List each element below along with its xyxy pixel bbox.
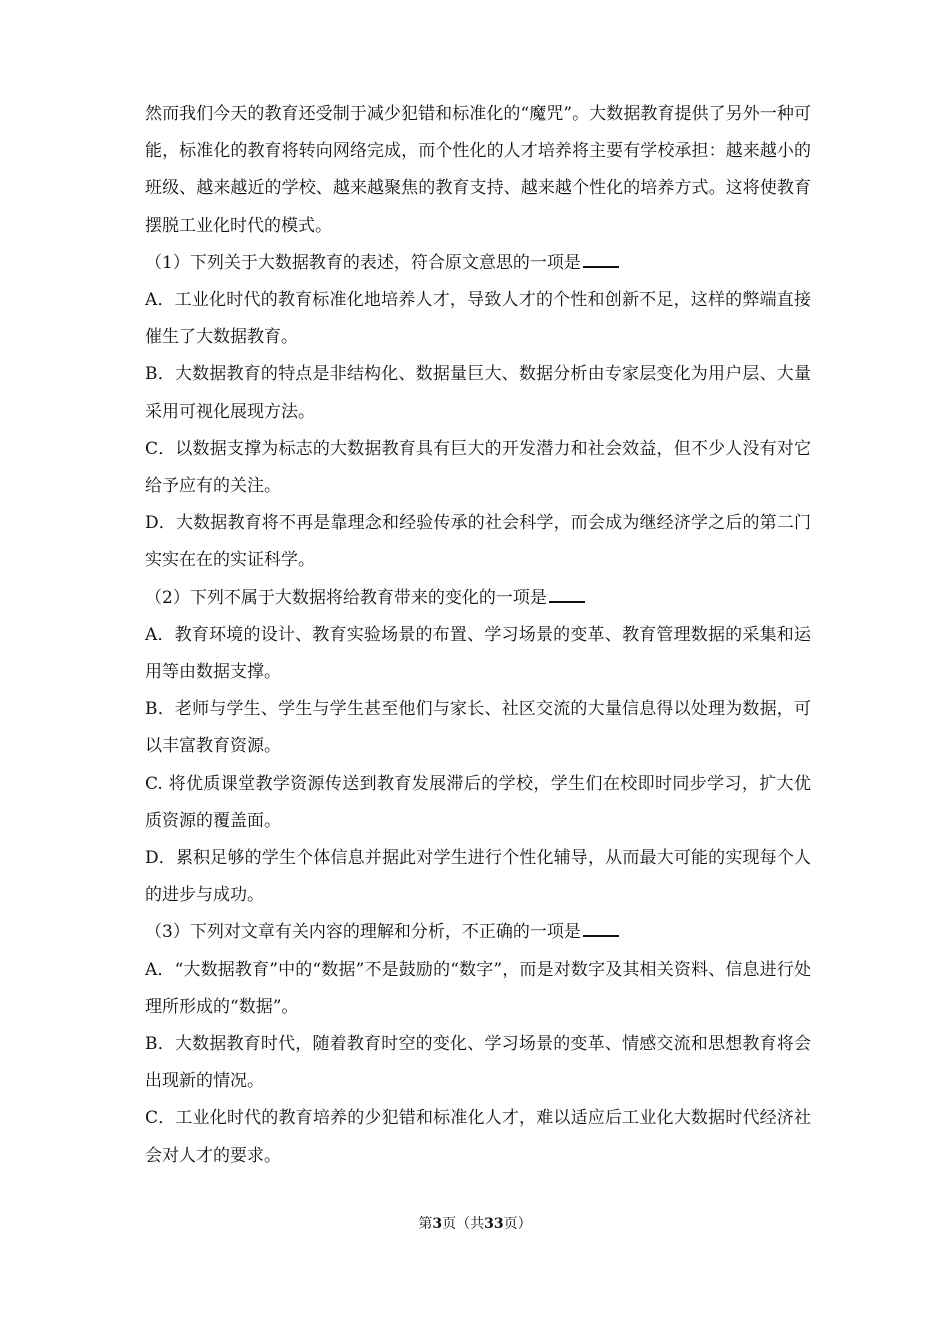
- option-c: C．以数据支撑为标志的大数据教育具有巨大的开发潜力和社会效益，但不少人没有对它给予应有的关注。: [145, 438, 811, 497]
- footer-middle: 页（共: [442, 1216, 485, 1232]
- question-1: [145, 245, 811, 580]
- question-3: [145, 914, 811, 1174]
- option-b: B．大数据教育的特点是非结构化、数据量巨大、数据分析由专家层变化为用户层、大量采用可视化展现方法。: [145, 364, 811, 422]
- question-stem: [145, 914, 811, 951]
- footer-prefix: 第: [418, 1216, 433, 1232]
- question-2: [145, 580, 811, 915]
- answer-blank: [583, 251, 619, 268]
- question-stem-text: （2）下列不属于大数据将给教育带来的变化的一项是: [145, 587, 547, 608]
- intro-paragraph: 然而我们今天的教育还受制于减少犯错和标准化的“魔咒”。大数据教育提供了另外一种可能，标准化的教育将转向网络完成，而个性化的人才培养将主要有学校承担：越来越小的班级、越来越近的学校、越来越聚焦的教育支持、越来越个性化的培养方式。这将使教育摆脱工业化时代的模式。: [145, 104, 811, 236]
- option-c: C. 将优质课堂教学资源传送到教育发展滞后的学校，学生们在校即时同步学习，扩大优质资源的覆盖面。: [145, 773, 811, 831]
- question-stem-text: （1）下列关于大数据教育的表述，符合原文意思的一项是: [145, 252, 581, 273]
- page-footer: [0, 1214, 950, 1234]
- footer-suffix: 页）: [503, 1216, 532, 1232]
- option-a: A．工业化时代的教育标准化地培养人才，导致人才的个性和创新不足，这样的弊端直接催生了大数据教育。: [145, 290, 811, 348]
- question-stem: [145, 580, 811, 617]
- answer-blank: [549, 586, 585, 603]
- answer-blank: [583, 920, 619, 937]
- page-body: [145, 96, 811, 1175]
- option-a: A．“大数据教育”中的“数据”不是鼓励的“数字”，而是对数字及其相关资料、信息进行处理所形成的“数据”。: [145, 959, 811, 1017]
- footer-total-pages: 33: [484, 1216, 504, 1232]
- option-a: A．教育环境的设计、教育实验场景的布置、学习场景的变革、教育管理数据的采集和运用等由数据支撑。: [145, 624, 811, 683]
- footer-page-number: 3: [432, 1216, 443, 1232]
- question-stem-text: （3）下列对文章有关内容的理解和分析，不正确的一项是: [145, 922, 581, 943]
- option-b: B．老师与学生、学生与学生甚至他们与家长、社区交流的大量信息得以处理为数据，可以丰富教育资源。: [145, 699, 811, 757]
- option-d: D．大数据教育将不再是靠理念和经验传承的社会科学，而会成为继经济学之后的第二门实实在在的实证科学。: [145, 513, 811, 571]
- question-stem: [145, 245, 811, 282]
- option-b: B．大数据教育时代，随着教育时空的变化、学习场景的变革、情感交流和思想教育将会出现新的情况。: [145, 1034, 811, 1092]
- option-d: D．累积足够的学生个体信息并据此对学生进行个性化辅导，从而最大可能的实现每个人的进步与成功。: [145, 848, 811, 906]
- option-c: C．工业化时代的教育培养的少犯错和标准化人才，难以适应后工业化大数据时代经济社会对人才的要求。: [145, 1108, 811, 1166]
